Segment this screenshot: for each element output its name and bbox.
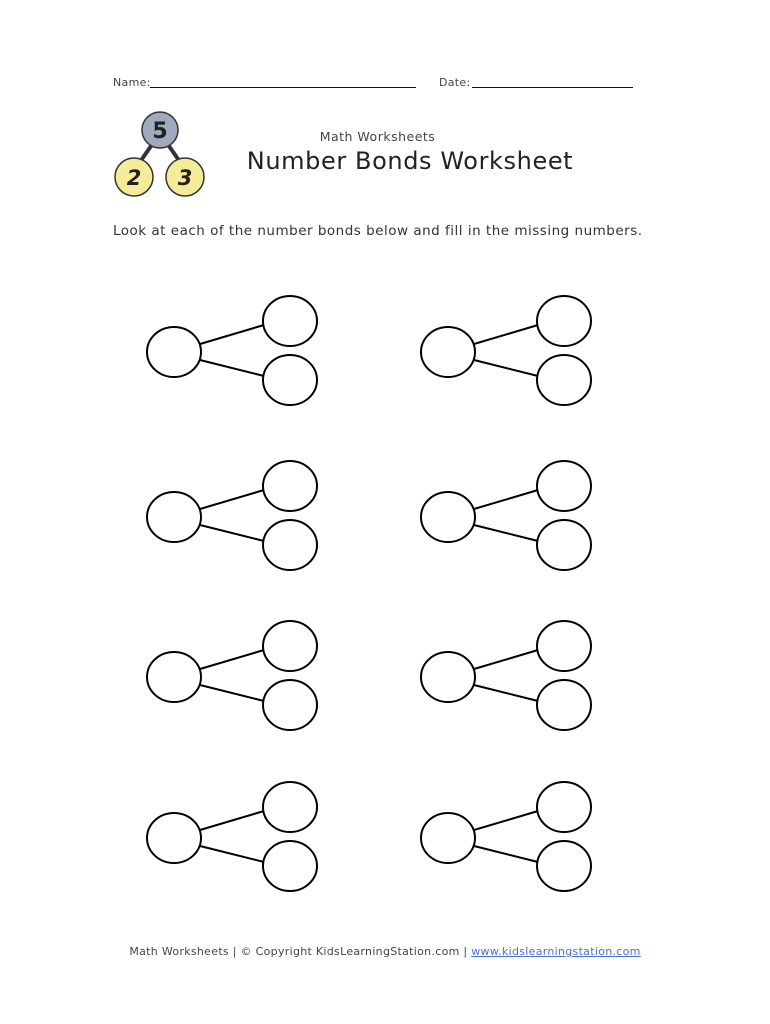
number-bond — [147, 461, 317, 570]
part-circle-bottom[interactable] — [263, 520, 317, 570]
bond-connector-line — [474, 360, 538, 376]
part-circle-bottom[interactable] — [263, 841, 317, 891]
bond-connector-line — [474, 325, 538, 344]
logo-left-number: 2 — [126, 166, 142, 190]
bond-connector-line — [200, 685, 264, 701]
logo-right-number: 3 — [177, 166, 193, 190]
bond-connector-line — [474, 525, 538, 541]
part-circle-bottom[interactable] — [263, 680, 317, 730]
part-circle-bottom[interactable] — [537, 680, 591, 730]
number-bond — [421, 782, 591, 891]
number-bond — [147, 296, 317, 405]
name-label: Name: — [113, 76, 151, 89]
part-circle-bottom[interactable] — [537, 520, 591, 570]
page-title: Number Bonds Worksheet — [246, 147, 574, 175]
part-circle-top[interactable] — [537, 782, 591, 832]
whole-circle[interactable] — [421, 813, 475, 863]
bond-connector-line — [200, 650, 264, 669]
part-circle-top[interactable] — [537, 621, 591, 671]
number-bond — [421, 296, 591, 405]
instructions: Look at each of the number bonds below and fill in the missing numbers. — [113, 223, 643, 239]
whole-circle[interactable] — [147, 492, 201, 542]
part-circle-top[interactable] — [263, 296, 317, 346]
bond-connector-line — [200, 360, 264, 376]
whole-circle[interactable] — [147, 813, 201, 863]
number-bond — [147, 621, 317, 730]
number-bond — [147, 782, 317, 891]
footer-copyright: Math Worksheets | © Copyright KidsLearningStation.com | — [129, 945, 472, 958]
number-bond — [421, 621, 591, 730]
whole-circle[interactable] — [147, 327, 201, 377]
footer — [0, 945, 770, 958]
bond-connector-line — [474, 490, 538, 509]
bond-connector-line — [200, 490, 264, 509]
part-circle-bottom[interactable] — [263, 355, 317, 405]
footer-link[interactable]: www.kidslearningstation.com — [471, 945, 641, 958]
part-circle-bottom[interactable] — [537, 355, 591, 405]
bond-connector-line — [474, 650, 538, 669]
bond-connector-line — [474, 846, 538, 862]
logo-top-number: 5 — [152, 119, 168, 144]
bond-connector-line — [200, 846, 264, 862]
whole-circle[interactable] — [147, 652, 201, 702]
whole-circle[interactable] — [421, 652, 475, 702]
part-circle-top[interactable] — [263, 782, 317, 832]
date-label: Date: — [439, 76, 471, 89]
bond-connector-line — [474, 811, 538, 830]
part-circle-bottom[interactable] — [537, 841, 591, 891]
bond-connector-line — [200, 811, 264, 830]
whole-circle[interactable] — [421, 327, 475, 377]
part-circle-top[interactable] — [263, 461, 317, 511]
part-circle-top[interactable] — [263, 621, 317, 671]
part-circle-top[interactable] — [537, 296, 591, 346]
number-bond — [421, 461, 591, 570]
part-circle-top[interactable] — [537, 461, 591, 511]
whole-circle[interactable] — [421, 492, 475, 542]
subtitle: Math Worksheets — [319, 129, 436, 144]
bond-connector-line — [474, 685, 538, 701]
bond-connector-line — [200, 325, 264, 344]
bond-connector-line — [200, 525, 264, 541]
